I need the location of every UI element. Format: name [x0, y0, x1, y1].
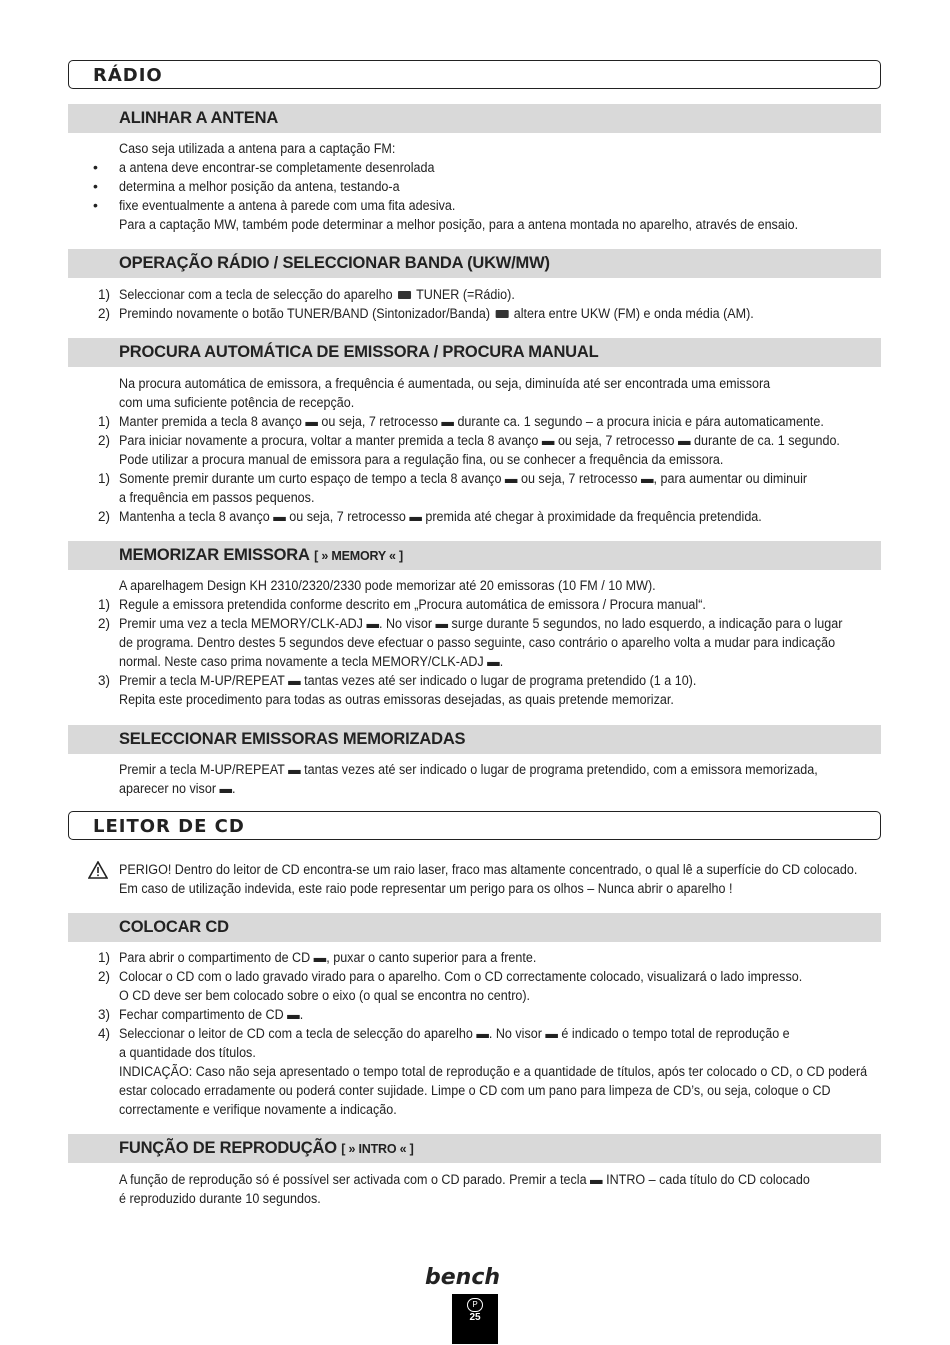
text-line: Regule a emissora pretendida conforme descrito em „Procura automática de emissora / Procura manual“. [119, 597, 706, 612]
list-number: 2) [98, 433, 111, 448]
page-number-box [452, 1294, 498, 1344]
subsection-header [68, 541, 881, 570]
language-badge: P [467, 1298, 483, 1312]
list-number: 4) [98, 1026, 111, 1041]
text-line [119, 304, 754, 323]
text-run: Premindo novamente o botão TUNER/BAND (Sintonizador/Banda) [119, 306, 491, 321]
text-line: a frequência em passos pequenos. [119, 490, 315, 505]
text-line: Mantenha a tecla 8 avanço ▬ ou seja, 7 retrocesso ▬ premida até chegar à proximidade da frequência pretendida. [119, 509, 762, 524]
section-title: RÁDIO [93, 65, 163, 86]
subsection-title: COLOCAR CD [119, 918, 229, 936]
text-line: aparecer no visor ▬. [119, 781, 236, 796]
subsection-header [68, 1134, 881, 1163]
subsection-title [119, 1139, 414, 1158]
bullet: • [93, 178, 98, 194]
text-line: Seleccionar o leitor de CD com a tecla de selecção do aparelho ▬. No visor ▬ é indicado o tempo total de reprodução e [119, 1026, 790, 1041]
text-line: correctamente e verifique novamente a indicação. [119, 1102, 397, 1117]
section-header-radio [68, 60, 881, 89]
text-line: INDICAÇÃO: Caso não seja apresentado o tempo total de reprodução e a quantidade de títulos, após ter colocado o CD, o CD poderá [119, 1064, 868, 1079]
list-number: 2) [98, 306, 111, 321]
list-number: 2) [98, 509, 111, 524]
text-line: Colocar o CD com o lado gravado virado para o aparelho. Com o CD correctamente colocado, visualizará o lado impresso. [119, 969, 803, 984]
text-line: A aparelhagem Design KH 2310/2320/2330 pode memorizar até 20 emissoras (10 FM / 10 MW). [119, 578, 656, 593]
text-line: Para abrir o compartimento de CD ▬, puxar o canto superior para a frente. [119, 950, 537, 965]
text-line [119, 285, 515, 304]
subsection-header [68, 249, 881, 278]
list-number: 3) [98, 1007, 111, 1022]
text-line: Para a captação MW, também pode determinar a melhor posição, para a antena montada no aparelho, através de ensaio. [119, 217, 799, 232]
text-line: Fechar compartimento de CD ▬. [119, 1007, 304, 1022]
text-run: altera entre UKW (FM) e onda média (AM). [513, 306, 754, 321]
list-number: 2) [98, 969, 111, 984]
key-icon [398, 291, 411, 299]
list-number: 1) [98, 597, 111, 612]
list-number: 2) [98, 616, 111, 631]
key-icon [495, 310, 508, 318]
text-line: Premir a tecla M-UP/REPEAT ▬ tantas vezes até ser indicado o lugar de programa pretendido (1 a 10). [119, 673, 697, 688]
text-line: de programa. Dentro destes 5 segundos deve efectuar o passo seguinte, caso contrário o aparelho volta a mudar para indicação [119, 635, 836, 650]
text-line: fixe eventualmente a antena à parede com uma fita adesiva. [119, 198, 456, 213]
brand-logo: bench [425, 1265, 501, 1290]
title-tag: [ » INTRO « ] [341, 1142, 414, 1156]
text-line: determina a melhor posição da antena, testando-a [119, 179, 400, 194]
text-line: Somente premir durante um curto espaço de tempo a tecla 8 avanço ▬ ou seja, 7 retrocesso ▬, para aumentar ou diminuir [119, 471, 808, 486]
list-number: 1) [98, 287, 111, 302]
list-number: 1) [98, 414, 111, 429]
list-number: 1) [98, 471, 111, 486]
bullet: • [93, 197, 98, 213]
text-line: estar colocado erradamente ou poderá conter sujidade. Limpe o CD com um pano para limpeza de CD’s, ou seja, coloque o CD [119, 1083, 831, 1098]
subsection-header [68, 913, 881, 942]
text-line: a quantidade dos títulos. [119, 1045, 256, 1060]
subsection-title [119, 546, 403, 565]
list-number: 1) [98, 950, 111, 965]
text-line: Em caso de utilização indevida, este raio pode representar um perigo para os olhos – Nunca abrir o aparelho ! [119, 881, 733, 896]
text-line: Manter premida a tecla 8 avanço ▬ ou seja, 7 retrocesso ▬ durante ca. 1 segundo – a procura inicia e pára automaticamente. [119, 414, 824, 429]
text-line: Na procura automática de emissora, a frequência é aumentada, ou seja, diminuída até ser encontrada uma emissora [119, 376, 771, 391]
subsection-header [68, 104, 881, 133]
subsection-title: PROCURA AUTOMÁTICA DE EMISSORA / PROCURA MANUAL [119, 343, 599, 361]
text-line: é reproduzido durante 10 segundos. [119, 1191, 321, 1206]
text-line: com uma suficiente potência de recepção. [119, 395, 355, 410]
text-line: PERIGO! Dentro do leitor de CD encontra-se um raio laser, fraco mas altamente concentrado, o qual lê a superfície do CD colocado. [119, 862, 858, 877]
section-header-cd [68, 811, 881, 840]
text-line: Premir a tecla M-UP/REPEAT ▬ tantas vezes até ser indicado o lugar de programa pretendido, com a emissora memorizada, [119, 762, 818, 777]
text-line: A função de reprodução só é possível ser activada com o CD parado. Premir a tecla ▬ INTRO – cada título do CD colocado [119, 1172, 810, 1187]
subsection-title: ALINHAR A ANTENA [119, 109, 279, 127]
section-title: LEITOR DE CD [93, 816, 245, 837]
text-line: Pode utilizar a procura manual de emissora para a regulação fina, ou se conhecer a frequência da emissora. [119, 452, 724, 467]
text-line: a antena deve encontrar-se completamente desenrolada [119, 160, 435, 175]
list-number: 3) [98, 673, 111, 688]
title-tag: [ » MEMORY « ] [314, 549, 404, 563]
page-number: 25 [469, 1312, 481, 1323]
subsection-title: SELECCIONAR EMISSORAS MEMORIZADAS [119, 730, 466, 748]
text-run: Seleccionar com a tecla de selecção do aparelho [119, 287, 393, 302]
text-line: Premir uma vez a tecla MEMORY/CLK-ADJ ▬. No visor ▬ surge durante 5 segundos, no lado esquerdo, a indicação para o lugar [119, 616, 843, 631]
text-line: O CD deve ser bem colocado sobre o eixo (o qual se encontra no centro). [119, 988, 531, 1003]
bullet: • [93, 159, 98, 175]
warning-icon [88, 861, 108, 879]
text-line: Repita este procedimento para todas as outras emissoras desejadas, as quais pretende memorizar. [119, 692, 674, 707]
text-run: TUNER (=Rádio). [416, 287, 515, 302]
title-run: FUNÇÃO DE REPRODUÇÃO [119, 1139, 337, 1157]
title-run: MEMORIZAR EMISSORA [119, 546, 310, 564]
subsection-header [68, 725, 881, 754]
text-line: normal. Neste caso prima novamente a tecla MEMORY/CLK-ADJ ▬. [119, 654, 504, 669]
text-line: Para iniciar novamente a procura, voltar a manter premida a tecla 8 avanço ▬ ou seja, 7 retrocesso ▬ durante de ca. 1 segundo. [119, 433, 840, 448]
subsection-title: OPERAÇÃO RÁDIO / SELECCIONAR BANDA (UKW/MW) [119, 254, 550, 272]
subsection-header [68, 338, 881, 367]
text-line: Caso seja utilizada a antena para a captação FM: [119, 141, 396, 156]
